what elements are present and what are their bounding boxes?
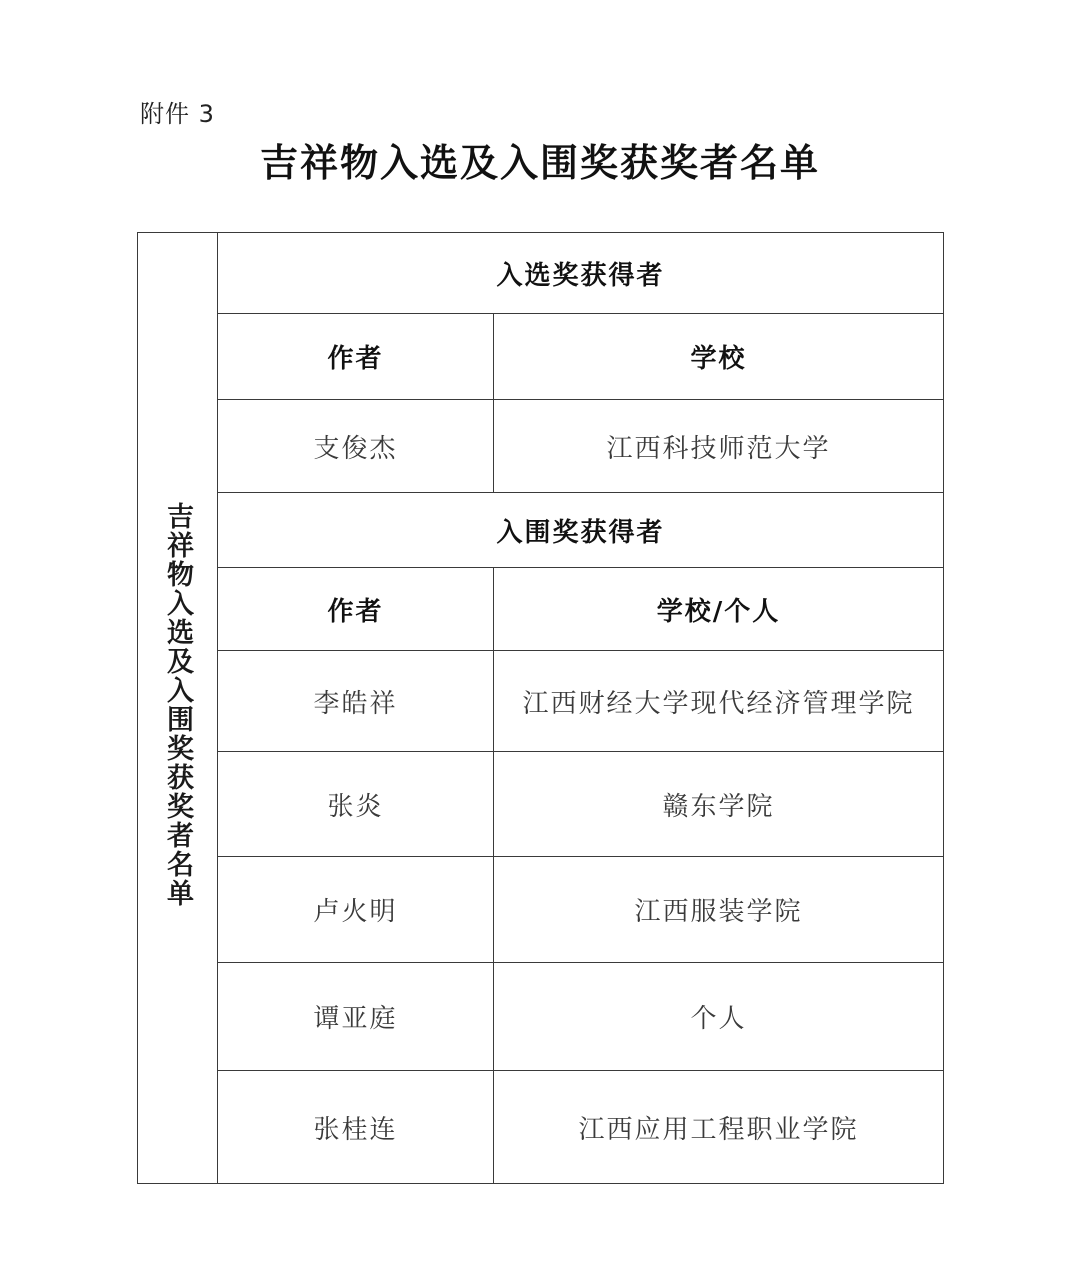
affiliation-cell: 江西应用工程职业学院 — [494, 1071, 944, 1184]
affiliation-cell: 江西科技师范大学 — [494, 400, 944, 493]
author-cell: 张桂连 — [218, 1071, 494, 1184]
table-row — [138, 651, 944, 752]
affiliation-cell: 江西财经大学现代经济管理学院 — [494, 651, 944, 752]
side-label-cell — [138, 233, 218, 1184]
shortlisted-section-heading: 入围奖获得者 — [218, 493, 944, 568]
affiliation-cell: 江西服装学院 — [494, 857, 944, 963]
selected-section-heading: 入选奖获得者 — [218, 233, 944, 314]
table-row — [138, 963, 944, 1071]
affiliation-cell: 个人 — [494, 963, 944, 1071]
author-cell: 张炎 — [218, 752, 494, 857]
author-cell: 支俊杰 — [218, 400, 494, 493]
attachment-label: 附件 3 — [140, 100, 215, 128]
winners-table — [137, 232, 944, 1184]
table-row — [138, 400, 944, 493]
column-header-school: 学校 — [494, 314, 944, 400]
page-title: 吉祥物入选及入围奖获奖者名单 — [259, 140, 820, 185]
table-row — [138, 857, 944, 963]
table-row — [138, 752, 944, 857]
column-header-author: 作者 — [218, 314, 494, 400]
author-cell: 谭亚庭 — [218, 963, 494, 1071]
shortlisted-header-row — [138, 568, 944, 651]
affiliation-cell: 赣东学院 — [494, 752, 944, 857]
column-header-school-or-individual: 学校/个人 — [494, 568, 944, 651]
author-cell: 李皓祥 — [218, 651, 494, 752]
author-cell: 卢火明 — [218, 857, 494, 963]
selected-heading-row — [138, 233, 944, 314]
table-row — [138, 1071, 944, 1184]
column-header-author: 作者 — [218, 568, 494, 651]
side-label: 吉祥物入选及入围奖获奖者名单 — [162, 501, 193, 908]
selected-header-row — [138, 314, 944, 400]
shortlisted-heading-row — [138, 493, 944, 568]
